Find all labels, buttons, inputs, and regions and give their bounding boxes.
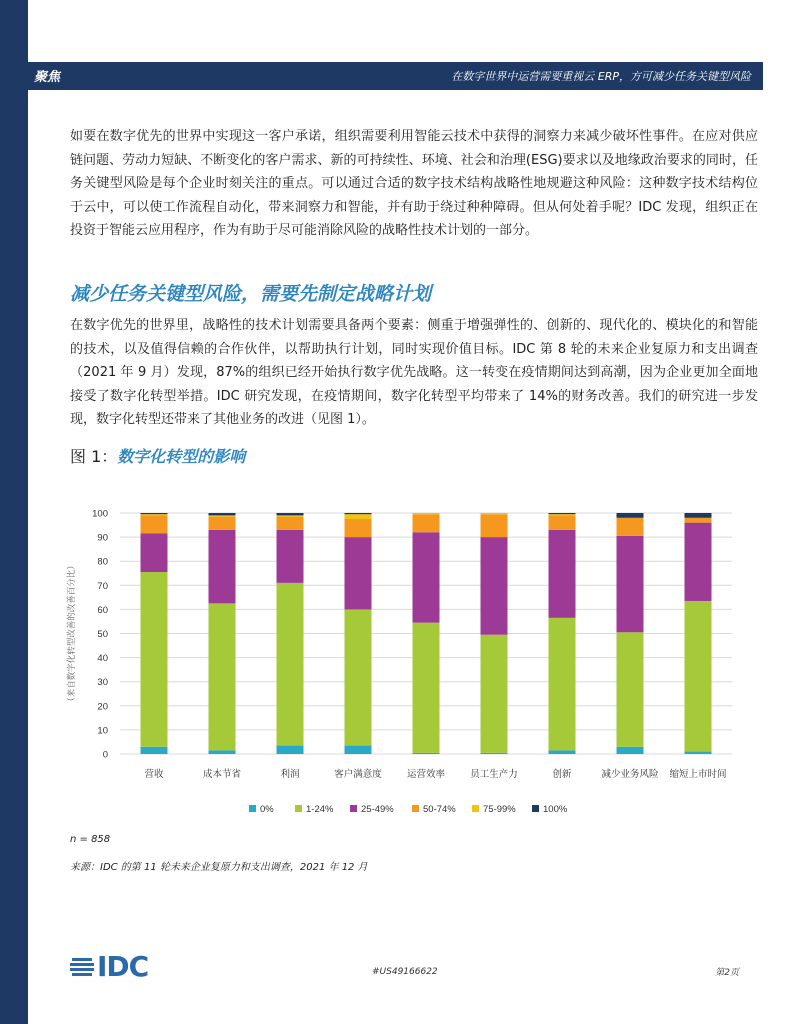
body-paragraph-1: 如要在数字优先的世界中实现这一客户承诺，组织需要利用智能云技术中获得的洞察力来减少破坏性事件。在应对供应链问题、劳动力短缺、不断变化的客户需求、新的可持续性、环境、社会和治理(ESG)要求以及地缘政治要求的同时，任务关键型风险是每个企业时刻关注的重点。可以通过合适的数字技术结构战略性地规避这种风险：这种数字技术结构位于云中，可以使工作流程自动化，带来洞察力和智能，并有助于绕过种种障碍。但从何处着手呢？IDC 发现，组织正在投资于智能云应用程序，作为有助于尽可能消除风险的战略性技术计划的一部分。 bbox=[70, 129, 758, 238]
bar-segment bbox=[413, 753, 440, 754]
section-title: 减少任务关键型风险，需要先制定战略计划 bbox=[70, 283, 432, 305]
bar-segment bbox=[617, 632, 644, 746]
bar-segment bbox=[141, 533, 168, 572]
bar-segment bbox=[277, 517, 304, 530]
legend-label: 1-24% bbox=[306, 804, 334, 815]
sample-size-note: n = 858 bbox=[70, 834, 111, 845]
legend-label: 50-74% bbox=[423, 804, 456, 815]
bar-segment bbox=[685, 513, 712, 518]
y-tick-label: 60 bbox=[97, 604, 108, 616]
bar-segment bbox=[209, 530, 236, 604]
bar-segment bbox=[685, 518, 712, 523]
bar-segment bbox=[481, 537, 508, 635]
bar-segment bbox=[345, 514, 372, 519]
bar-segment bbox=[345, 609, 372, 745]
y-tick-label: 40 bbox=[97, 653, 108, 665]
bar-segment bbox=[209, 603, 236, 750]
legend-label: 25-49% bbox=[361, 804, 394, 815]
header-document-title: 在数字世界中运营需要重视云 ERP，方可减少任务关键型风险 bbox=[451, 70, 751, 83]
figure-name: 数字化转型的影响 bbox=[117, 447, 246, 466]
y-tick-label: 0 bbox=[102, 749, 108, 761]
bar-segment bbox=[141, 514, 168, 515]
bar-segment bbox=[141, 572, 168, 747]
bar-segment bbox=[141, 515, 168, 533]
bar-segment bbox=[209, 517, 236, 530]
bar-segment bbox=[685, 523, 712, 601]
document-id: #US49166622 bbox=[372, 967, 438, 977]
header-section-label: 聚焦 bbox=[34, 70, 61, 85]
bar-segment bbox=[209, 513, 236, 515]
bar-segment bbox=[481, 635, 508, 753]
bar-segment bbox=[549, 530, 576, 618]
bar-segment bbox=[549, 750, 576, 754]
y-tick-label: 100 bbox=[92, 508, 108, 520]
y-tick-label: 50 bbox=[97, 629, 108, 640]
bar-segment bbox=[277, 515, 304, 516]
bar-segment bbox=[685, 752, 712, 754]
y-tick-label: 20 bbox=[97, 701, 108, 713]
bar-segment bbox=[481, 753, 508, 754]
x-tick-label: 营收 bbox=[144, 769, 164, 780]
left-accent-bar bbox=[0, 0, 28, 1024]
legend-swatch bbox=[249, 805, 256, 812]
bar-segment bbox=[617, 747, 644, 754]
figure-prefix: 图 1： bbox=[70, 447, 118, 466]
legend-label: 100% bbox=[543, 804, 568, 815]
x-tick-label: 员工生产力 bbox=[470, 769, 518, 780]
x-tick-label: 运营效率 bbox=[406, 769, 446, 780]
bar-segment bbox=[413, 623, 440, 753]
bar-segment bbox=[413, 513, 440, 514]
legend-label: 0% bbox=[260, 804, 274, 815]
y-tick-label: 70 bbox=[97, 580, 108, 592]
x-tick-label: 减少业务风险 bbox=[601, 769, 659, 780]
x-tick-label: 利润 bbox=[280, 769, 300, 780]
legend-label: 75-99% bbox=[483, 804, 516, 815]
figure-title bbox=[70, 444, 245, 467]
bar-segment bbox=[481, 513, 508, 514]
bar-segment bbox=[685, 601, 712, 752]
bar-segment bbox=[277, 746, 304, 754]
bar-segment bbox=[617, 518, 644, 536]
bar-segment bbox=[345, 519, 372, 537]
bar-segment bbox=[277, 513, 304, 515]
y-tick-label: 90 bbox=[97, 532, 108, 544]
idc-logo-text: IDC bbox=[97, 950, 149, 983]
bar-segment bbox=[549, 513, 576, 514]
y-tick-label: 10 bbox=[97, 725, 108, 737]
bar-segment bbox=[345, 513, 372, 514]
bar-segment bbox=[549, 618, 576, 751]
bar-segment bbox=[481, 514, 508, 537]
bar-segment bbox=[277, 583, 304, 746]
idc-logo-icon bbox=[70, 954, 94, 980]
idc-logo bbox=[70, 950, 148, 983]
bar-segment bbox=[413, 514, 440, 532]
bar-segment bbox=[209, 750, 236, 754]
bar-segment bbox=[549, 515, 576, 529]
bar-segment bbox=[413, 532, 440, 622]
bar-segment bbox=[617, 536, 644, 632]
legend-swatch bbox=[350, 805, 357, 812]
bar-segment bbox=[345, 746, 372, 754]
legend-swatch bbox=[532, 805, 539, 812]
y-tick-label: 80 bbox=[97, 556, 108, 568]
y-tick-label: 30 bbox=[97, 677, 108, 689]
x-tick-label: 创新 bbox=[552, 769, 572, 780]
legend-swatch bbox=[412, 805, 419, 812]
stacked-bar-chart bbox=[60, 495, 740, 825]
y-axis-label: （来自数字化转型改善的改善百分比） bbox=[67, 561, 77, 706]
bar-segment bbox=[141, 747, 168, 754]
bar-segment bbox=[345, 537, 372, 609]
bar-segment bbox=[209, 515, 236, 516]
x-tick-label: 缩短上市时间 bbox=[669, 769, 727, 780]
legend-swatch bbox=[472, 805, 479, 812]
bar-segment bbox=[141, 513, 168, 514]
x-tick-label: 成本节省 bbox=[202, 769, 242, 780]
source-note: 来源：IDC 的第 11 轮未来企业复原力和支出调查，2021 年 12 月 bbox=[70, 862, 368, 873]
page-number: 第2页 bbox=[715, 968, 739, 978]
x-tick-label: 客户满意度 bbox=[334, 769, 382, 780]
bar-segment bbox=[549, 514, 576, 515]
bar-segment bbox=[277, 530, 304, 583]
legend-swatch bbox=[295, 805, 302, 812]
bar-segment bbox=[617, 513, 644, 518]
body-paragraph-2: 在数字优先的世界里，战略性的技术计划需要具备两个要素：侧重于增强弹性的、创新的、现代化的、模块化的和智能的技术，以及值得信赖的合作伙伴，以帮助执行计划，同时实现价值目标。IDC 第 8 轮的未来企业复原力和支出调查（2021 年 9 月）发现，87%的组织已经开始执行数字优先战略。这一转变在疫情期间达到高潮，因为企业更加全面地接受了数字化转型举措。IDC 研究发现，在疫情期间，数字化转型平均带来了 14%的财务改善。我们的研究进一步发现，数字化转型还带来了其他业务的改进（见图 1）。 bbox=[70, 318, 758, 427]
